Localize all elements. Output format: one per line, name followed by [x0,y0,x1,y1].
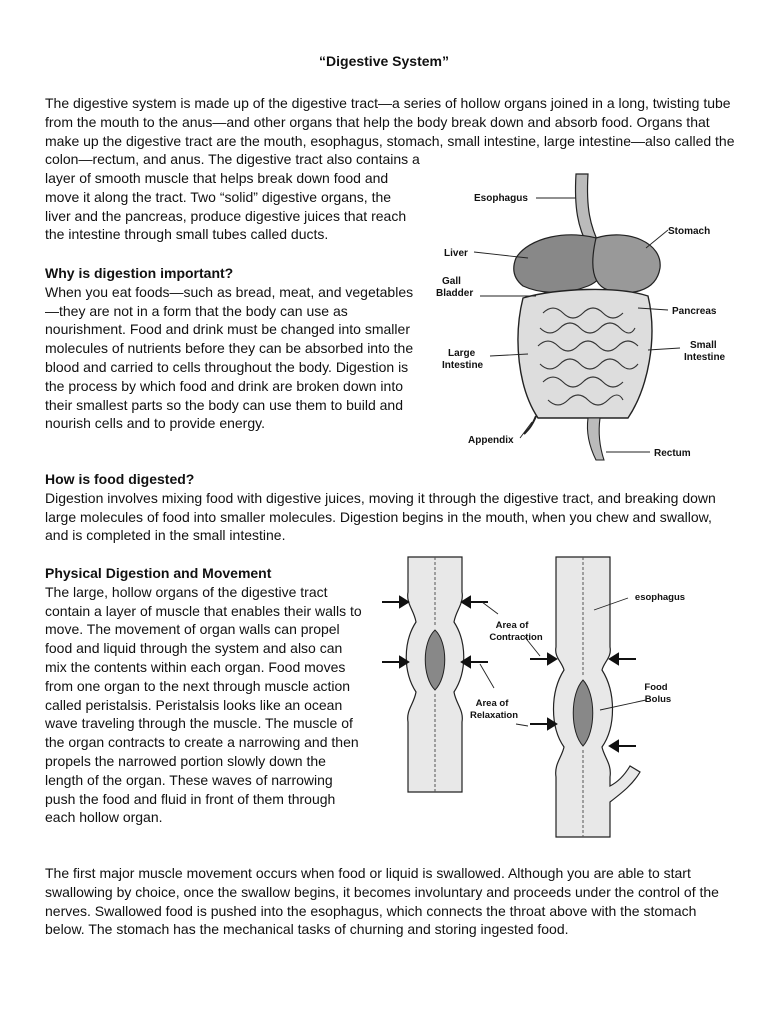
label-stomach: Stomach [668,226,711,237]
label-contraction: Contraction [489,632,543,643]
section-body: Digestion involves mixing food with digestive juices, moving it through the digestive tract, and breaking down large molecules of food into smaller molecules. Digestion begins in the mouth, when you chew and swallow, and is completed in the small intestine. [45,489,716,544]
intro-paragraph-top: The digestive system is made up of the digestive tract—a series of hollow organs joined in a long, twisting tube from the mouth to the anus—and other organs that help the body break down and absorb food. Organs that make up the digestive tract are the mouth, esophagus, stomach, small intestine, large intestine—also called the colon—rectum, and anus. The digestive tract also contains a [45,95,735,168]
label-bladder: Bladder [436,288,474,299]
rectum-shape [587,418,604,460]
section-heading: Physical Digestion and Movement [45,565,272,581]
section-body: The large, hollow organs of the digestive tract contain a layer of muscle that enables their walls to move. The movement of organ walls can propel food and liquid through the system and also can mix the contents within each organ. Food moves from one organ to the next through muscle action called peristalsis. Peristalsis looks like an ocean wave traveling through the muscle. The muscle of the organ contracts to create a narrowing and then propels the narrowed portion slowly down the length of the organ. These waves of narrowing push the food and fluid in front of them through each hollow organ. [45,583,362,826]
label-gall: Gall [442,276,461,287]
section-body: When you eat foods—such as bread, meat, and vegetables—they are not in a form that the body can use as nourishment. Food and drink must be changed into smaller molecules of nutrients before they can be absorbed into the blood and carried to cells throughout the body. Digestion is the process by which food and drink are broken down into their smallest parts so the body can use them to build and nourish cells and to provide energy. [45,283,414,432]
label-large-intestine: Intestine [442,360,484,371]
label-relaxation: Relaxation [469,710,519,721]
label-pancreas: Pancreas [672,306,717,317]
label-small-intestine: Intestine [684,352,726,363]
label-area-of-relaxation: Area of [475,698,509,709]
tube-right [554,557,641,837]
closing-paragraph: The first major muscle movement occurs when food or liquid is swallowed. Although you are able to start swallowing by choice, once the swallow begins, it becomes involuntary and proceeds under the control of the nerves. Swallowed food is pushed into the esophagus, which connects the throat above with the stomach below. The stomach has the mechanical tasks of churning and storing ingested food. [45,865,719,938]
label-bolus: Bolus [644,694,672,705]
section-physical-digestion [45,564,365,827]
label-liver: Liver [444,248,468,259]
page-title: “Digestive System” [319,53,449,69]
label-food: Food [644,682,668,693]
label-small: Small [690,340,717,351]
label-rectum: Rectum [654,448,691,459]
digestive-organs-figure [428,168,738,468]
section-how-digested [45,470,725,545]
label-esophagus-small: esophagus [634,592,686,603]
section-heading: Why is digestion important? [45,265,234,281]
section-why-digestion [45,264,425,433]
large-intestine-shape [518,289,652,418]
stomach-shape [593,235,660,293]
label-area-of-contraction: Area of [495,620,529,631]
label-appendix: Appendix [468,435,514,446]
label-esophagus: Esophagus [474,193,528,204]
label-large: Large [448,348,476,359]
peristalsis-figure [378,552,738,842]
section-heading: How is food digested? [45,471,195,487]
intro-paragraph-continued: layer of smooth muscle that helps break down food and move it along the tract. Two “solid” digestive organs, the liver and the pancreas, produce digestive juices that reach the intestine through small tubes called ducts. [45,170,407,243]
